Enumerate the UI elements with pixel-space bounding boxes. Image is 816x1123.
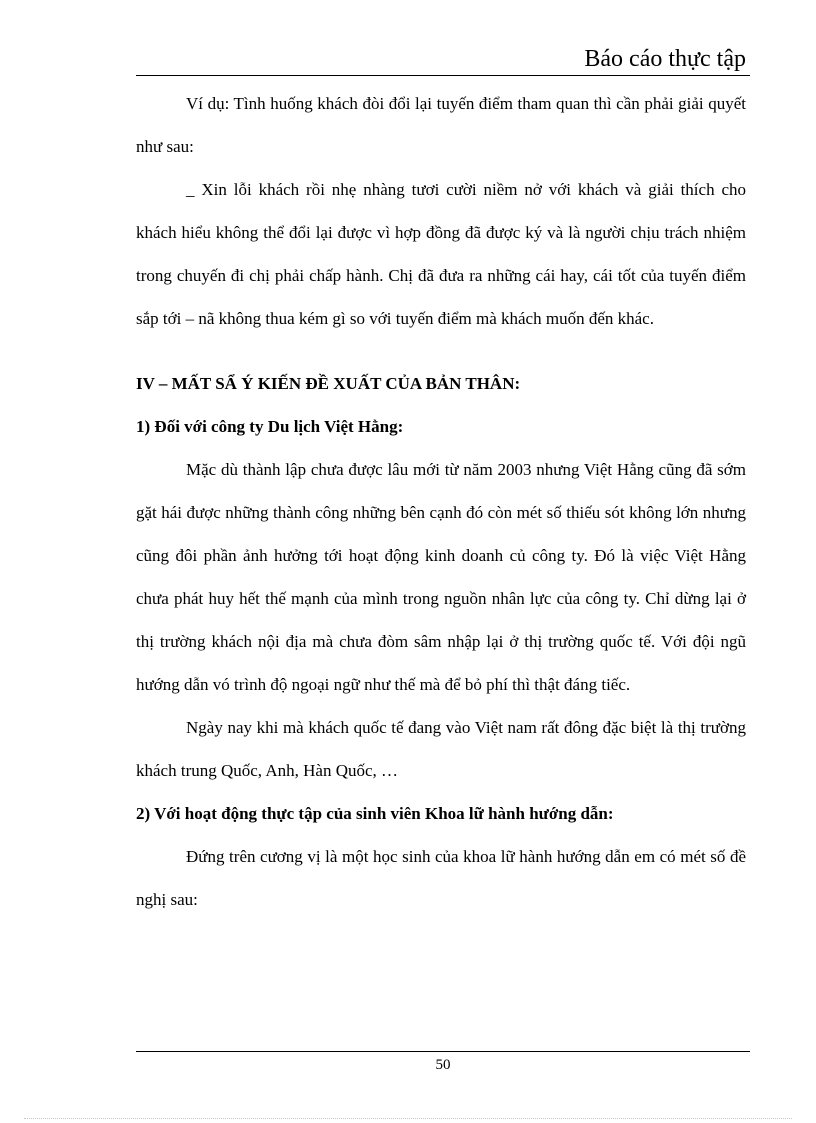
header-rule — [136, 75, 750, 76]
subheading-company: 1) Đối với công ty Du lịch Việt Hằng: — [136, 417, 404, 436]
footer-rule — [136, 1051, 750, 1052]
section-gap — [136, 340, 746, 362]
paragraph-solution: _ Xin lỗi khách rồi nhẹ nhàng tươi cười niềm nở với khách và giải thích cho khách hiểu không thể đổi lại được vì hợp đồng đã được ký và là người chịu trách nhiệm trong chuyến đi chị phải chấp hành. Chị đã đưa ra những cái hay, cái tốt của tuyến điểm sắp tới – nã không thua kém gì so với tuyến điểm mà khách muốn đến khác. — [136, 180, 746, 328]
section-heading: IV – MẤT SẨ Ý KIẾN ĐỀ XUẤT CỦA BẢN THÂN: — [136, 374, 521, 393]
page-number: 50 — [435, 1057, 451, 1073]
paragraph-internship: Đứng trên cương vị là một học sinh của khoa lữ hành hướng dẫn em có mét số đề nghị sau: — [136, 847, 746, 909]
page-bottom-border — [24, 1118, 792, 1119]
paragraph-example: Ví dụ: Tình huống khách đòi đổi lại tuyến điểm tham quan thì cần phải giải quyết như sau: — [136, 94, 746, 156]
page-content — [136, 82, 746, 921]
subheading-internship: 2) Với hoạt động thực tập của sinh viên Khoa lữ hành hướng dẫn: — [136, 804, 614, 823]
header-title: Báo cáo thực tập — [584, 46, 746, 72]
paragraph-market: Ngày nay khi mà khách quốc tế đang vào Việt nam rất đông đặc biệt là thị trường khách trung Quốc, Anh, Hàn Quốc, … — [136, 718, 746, 780]
paragraph-company: Mặc dù thành lập chưa được lâu mới từ năm 2003 nhưng Việt Hằng cũng đã sớm gặt hái được những thành công những bên cạnh đó còn mét số thiếu sót không lớn nhưng cũng đôi phần ảnh hưởng tới hoạt động kinh doanh củ công ty. Đó là việc Việt Hằng chưa phát huy hết thế mạnh của mình trong nguồn nhân lực của công ty. Chỉ dừng lại ở thị trường khách nội địa mà chưa đòm sâm nhập lại ở thị trường quốc tế. Với đội ngũ hướng dẫn vó trình độ ngoại ngữ như thế mà để bỏ phí thì thật đáng tiếc. — [136, 460, 746, 694]
